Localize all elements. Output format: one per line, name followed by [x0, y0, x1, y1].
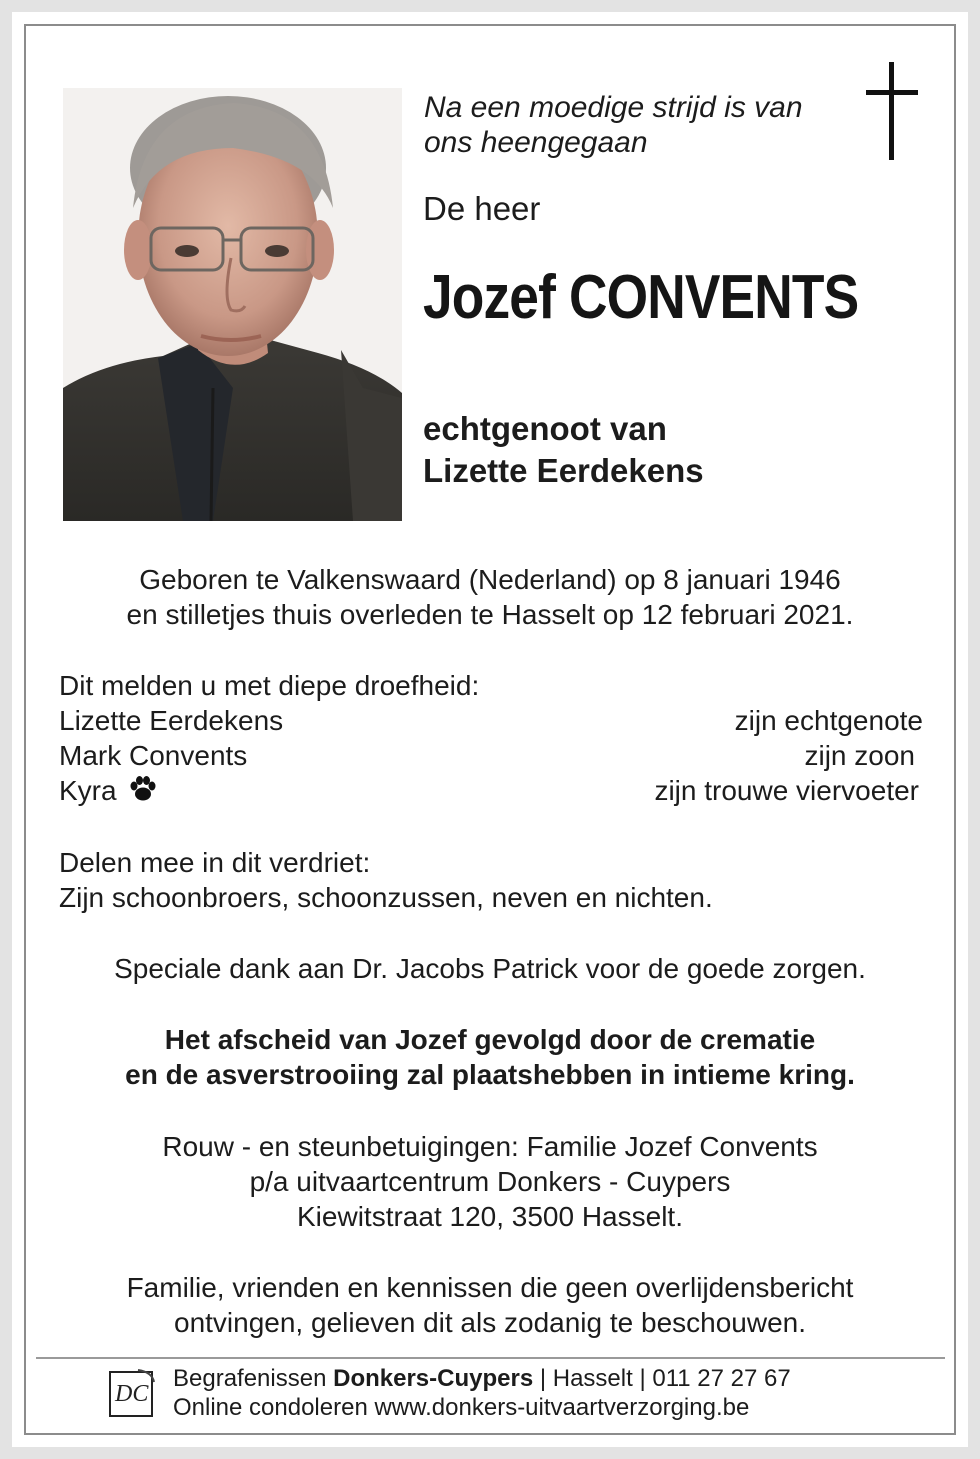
paw-icon [128, 776, 158, 802]
farewell-info [40, 1022, 940, 1092]
family-name: Lizette Eerdekens [59, 705, 284, 736]
footer-separator: | [539, 1365, 547, 1392]
footer-company: Donkers-Cuypers [333, 1365, 534, 1392]
special-thanks [40, 951, 940, 986]
footer-phone[interactable]: 011 27 27 67 [652, 1365, 791, 1392]
footer-line-1 [173, 1364, 791, 1393]
cross-icon [862, 62, 922, 160]
born-line-1: Geboren te Valkenswaard (Nederland) op 8 januari 1946 [139, 564, 841, 595]
share-line-1: Delen mee in dit verdriet: [59, 847, 371, 878]
intro-text [424, 90, 844, 160]
intro-line-2: ons heengegaan [424, 126, 648, 159]
footer-prefix: Begrafenissen [173, 1365, 327, 1392]
family-list [59, 703, 923, 808]
condolence-address [40, 1129, 940, 1234]
footer-separator: | [639, 1365, 646, 1392]
birth-death-info [40, 562, 940, 632]
logo-letters: DC [115, 1381, 149, 1407]
condolence-line-1: Rouw - en steunbetuigingen: Familie Jozef Convents [162, 1131, 818, 1162]
spouse-line-2: Lizette Eerdekens [423, 452, 704, 489]
condolence-line-2: p/a uitvaartcentrum Donkers - Cuypers [249, 1166, 731, 1197]
share-grief [59, 845, 713, 915]
footer-city: Hasselt [552, 1365, 633, 1392]
intro-line-1: Na een moedige strijd is van [424, 91, 803, 124]
condolence-line-3: Kiewitstraat 120, 3500 Hasselt. [297, 1201, 683, 1232]
family-relation: zijn echtgenote [734, 705, 923, 736]
announce-heading: Dit melden u met diepe droefheid: [59, 670, 480, 701]
spouse-line-1: echtgenoot van [423, 410, 667, 447]
family-note-line-2: ontvingen, gelieven dit als zodanig te beschouwen. [174, 1307, 806, 1338]
family-name: Kyra [59, 775, 117, 806]
family-name: Mark Convents [59, 740, 248, 771]
footer-online-link[interactable]: Online condoleren www.donkers-uitvaartverzorging.be [173, 1394, 750, 1421]
footer [173, 1364, 791, 1422]
family-relation: zijn trouwe viervoeter [654, 775, 919, 806]
family-row [59, 703, 923, 738]
logo-icon [108, 1368, 156, 1418]
family-row [59, 738, 923, 773]
footer-divider [36, 1357, 945, 1359]
farewell-line-2: en de asverstrooiing zal plaatshebben in intieme kring. [125, 1059, 855, 1090]
portrait-photo [63, 88, 402, 521]
farewell-line-1: Het afscheid van Jozef gevolgd door de crematie [164, 1024, 816, 1055]
thanks-line: Speciale dank aan Dr. Jacobs Patrick voor de goede zorgen. [114, 953, 866, 984]
family-relation: zijn zoon [804, 740, 915, 771]
family-row [59, 773, 923, 808]
share-line-2: Zijn schoonbroers, schoonzussen, neven en nichten. [59, 882, 713, 913]
family-note [40, 1270, 940, 1340]
deceased-name: Jozef CONVENTS [423, 263, 859, 332]
spouse-text [423, 408, 704, 492]
honorific: De heer [423, 190, 541, 227]
born-line-2: en stilletjes thuis overleden te Hasselt op 12 februari 2021. [126, 599, 854, 630]
family-note-line-1: Familie, vrienden en kennissen die geen overlijdensbericht [126, 1272, 854, 1303]
